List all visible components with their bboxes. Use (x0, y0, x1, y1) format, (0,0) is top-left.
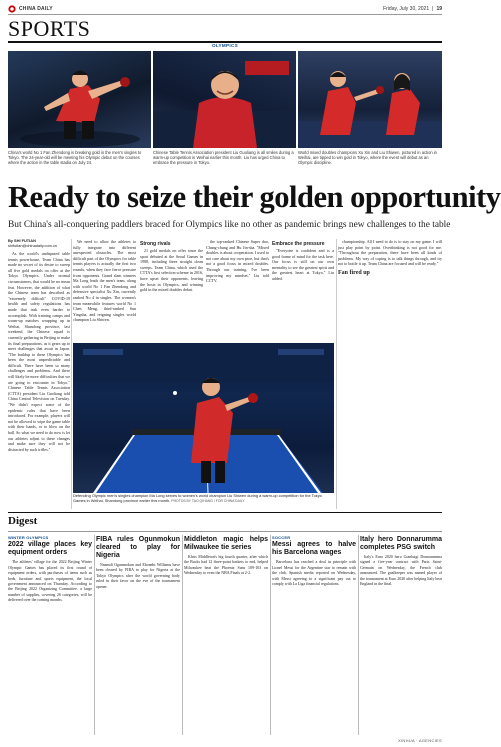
byline-email: shifutian@chinadaily.com.cn (8, 243, 58, 248)
article-col5-text: "Everyone is confident and is a good frame of mind for the task here. Our focus is still on our own mentality to see the greatest spirit and the greatest heart at Tokyo," Liu added. (272, 248, 334, 281)
masthead-bar (8, 4, 442, 13)
article-col4-text: the top-ranked Chinese Super duo, Chang-chung and Hu Jin-sha. "Mixed doubles is about cooperation. I used to not care about my own pace, but that's not a good focus in mixed doubles. Through our training, I've been improving my mindset," Liu told CCTV. (206, 239, 269, 284)
article-column-4 (206, 239, 269, 339)
digest-divider (182, 535, 183, 735)
table-tennis-serve-illustration-icon (73, 343, 334, 493)
byline-author: By SHI FUTIAN (8, 238, 36, 243)
digest-divider (94, 535, 95, 735)
digest-body: Nnamdi Ogunmokun and Ebonehi Williams have been cleared by FIBA to play for Nigeria at the Tokyo Olympics after the world governing body ruled in their favor on the eve of the tournament opener. (96, 562, 180, 589)
photo-liu-guoliang (153, 51, 296, 148)
subhead-fan-fired-up: Fan fired up (338, 269, 370, 276)
article-col2-text: We need to allow the athletes to fully integrate into different unexpected obstacles. The most difficult part of the Olympics for table tennis players is actually the first two rounds, when they face fierce pressure from opponents. Grand slam winners Ma Long leads the men's team, along with world No 1 Fan Zhendong and defensive specialist Xu Xin, currently ranked No 4 in singles. The women's team meanwhile features world No 1 Chen Meng, third-ranked Sun Yingsha, and reigning singles world champion Liu Shiwen. (73, 239, 136, 323)
photo-caption-2: Chinese Table Tennis Association president Liu Guoliang is all smiles during a warm-up competition in Weihai earlier this month. Liu has urged China to embrace the pressure in Tokyo. (153, 150, 294, 165)
article-column-3 (140, 239, 203, 339)
kicker: OLYMPICS (212, 43, 238, 48)
main-caption-text: Defending Olympic men's singles champion Ma Long serves to women's world champion Liu Shiwen during a warm-up competition for the Tokyo Games in Weihai, Shandong province earlier this month. (73, 493, 322, 503)
top-rule (8, 14, 442, 15)
masthead-date: Friday, July 30, 2021 (383, 5, 430, 12)
column-divider (71, 239, 72, 509)
photo-credit: PHOTOS BY TAO QIHANG / FOR CHINA DAILY (171, 498, 245, 503)
column-divider (336, 239, 337, 509)
subhead-strong-rivals: Strong rivals (140, 241, 171, 247)
digest-item-village (8, 535, 92, 737)
coach-smiling-illustration-icon (153, 51, 296, 148)
masthead-right: Friday, July 30, 2021 | 19 (383, 5, 442, 12)
digest-item-fiba (96, 535, 180, 737)
section-title: SPORTS (8, 16, 91, 41)
article-col1-text: As the world's undisputed table tennis powerhouse, Team China has made no secret of its desire to sweep all five gold medals on offer at the Tokyo Olympics. Under normal circumstances, that would be no mean feat. However, the addition of what the Chinese team has described as "extremely difficult" COVID-19 health and safety regulations has made that task even harder to accomplish. With training camps and warm-up matches wrapping up in Weihai, Shandong province, last weekend, the Chinese squad is currently gathering in Beijing to make its final preparations, as it gears up to meet challenges that await in Japan. "The buildup to these Olympics has been the most unpredictable and difficult. There have been so many challenges and problems. And there will likely be more difficulties that we are going to encounter in Tokyo," Chinese Table Tennis Association (CTTA) president Liu Guoliang told China Central Television on Tuesday. "We didn't expect some of the epidemic rules that have been introduced. For example, players will not be allowed to wipe the game table with their hands, or to blow on the ball. So what we need to do now is let our athletes adjust to these changes and make sure they will not be distracted by such trifles." (8, 251, 70, 452)
digest-headline: Messi agrees to halve his Barcelona wages (272, 541, 356, 557)
digest-body: The athletes' village for the 2022 Beijing Winter Olympic Games has placed its first round of equipment orders, with purchases of items such as beds, furniture and sports equipment, the local government announced on Thursday. According to the Beijing 2022 Organizing Committee, a large number of supplies, covering 26 categories, will be delivered over the coming months. (8, 559, 92, 603)
mixed-doubles-illustration-icon (298, 51, 442, 148)
digest-divider (358, 535, 359, 735)
headline: Ready to seize their golden opportunity (8, 180, 501, 214)
article-column-2 (73, 239, 136, 339)
china-daily-logo-icon (8, 5, 16, 13)
page-number: 19 (436, 5, 442, 12)
digest-headline: Italy hero Donnarumma completes PSG switch (360, 536, 442, 551)
subhead-embrace-pressure: Embrace the pressure (272, 241, 325, 247)
digest-item-middleton (184, 535, 268, 737)
digest-item-messi (272, 535, 356, 737)
footer-credit: XINHUA · AGENCIES (398, 738, 442, 743)
digest-rule-thin (8, 531, 442, 532)
photo-xu-xin-liu-shiwen (298, 51, 442, 148)
article-column-6 (338, 239, 442, 497)
photo-caption-3: World mixed doubles champions Xu Xin and Liu Shiwen, pictured in action in Weihai, are tipped to win gold in Tokyo, where the event will debut as an Olympic discipline. (298, 150, 437, 165)
byline (8, 238, 70, 248)
digest-body: Barcelona has reached a deal in principle with Lionel Messi for the Argentine star to remain with the club, Spanish media reported on Wednesday, with Messi agreeing to a significant pay cut to comply with La Liga financial regulations. (272, 559, 356, 587)
digest-title: Digest (8, 515, 38, 527)
digest-tag: SOCCER (272, 535, 291, 540)
article-col3-text: 21 gold medals on offer since the sport debuted at the Seoul Games in 1988, including three straight clean sweeps. Team China, which used the CTTA's first selection scheme in 2016, have upset their opponents, leaving the hosts in Olympics, and winning gold in the mixed doubles debut. (140, 248, 203, 293)
digest-body: Khris Middleton's big fourth quarter, after which the Bucks had 12 three-point baskets to end, helped Milwaukee beat the Phoenix Suns 109-103 on Wednesday to even the NBA Finals at 2-2. (184, 554, 268, 576)
digest-divider (270, 535, 271, 735)
main-photo-caption (73, 494, 334, 503)
digest-body: Italy's Euro 2020 hero Gianluigi Donnarumma signed a five-year contract with Paris Saint-Germain on Wednesday, the French club announced. The goalkeeper was named player of the tournament at Euro 2020 after helping Italy beat England in the final. (360, 554, 442, 587)
article-column-5 (272, 239, 334, 339)
digest-tag: WINTER OLYMPICS (8, 535, 49, 540)
photo-fan-zhendong (8, 51, 151, 148)
player-serving-illustration-icon (8, 51, 151, 148)
digest-rule (8, 512, 442, 513)
subhead: But China's all-conquering paddlers braced for Olympics like no other as pandemic brings new challenges to the table (8, 220, 451, 230)
masthead-name: CHINA DAILY (19, 5, 53, 12)
digest-headline: Middleton magic helps Milwaukee tie series (184, 536, 268, 551)
article-column-1 (8, 251, 70, 509)
digest-item-donnarumma (360, 535, 442, 737)
digest-headline: FIBA rules Ogunmokun cleared to play for Nigeria (96, 536, 180, 559)
main-photo-ma-long (73, 343, 334, 493)
digest-headline: 2022 village places key equipment orders (8, 541, 92, 557)
photo-caption-1: China's world No 1 Fan Zhendong is breaking gold in the men's singles to Tokyo. The 24-year-old will be meeting his Olympic debut on the courses where the action in the table stadia on July 24. (8, 150, 142, 165)
article-col6-text: championship. All I need to do is to stay on my game. I will just play point by point. Overthinking is not good for me. "Throughout the preparation, there have been all kinds of problems. My way of coping is to talk things through, and try not to bottle it up. Team China are focused and will be ready." (338, 239, 442, 267)
